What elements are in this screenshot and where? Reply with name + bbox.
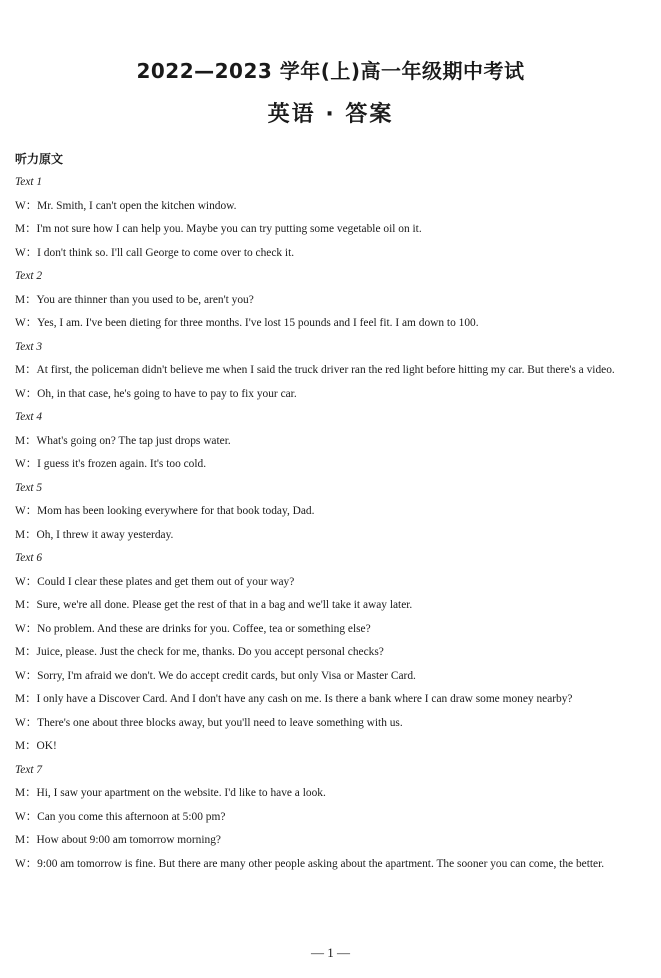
dialogue-text: 9:00 am tomorrow is fine. But there are many other people asking about the apartment. The sooner you can come, the better. (37, 857, 605, 870)
dialogue-text: OK! (36, 740, 57, 752)
page-number: — 1 — (311, 945, 350, 960)
transcript-body (15, 171, 649, 876)
dialogue-line (15, 289, 649, 313)
dialogue-text: Could I clear these plates and get them out of your way? (37, 575, 295, 588)
speaker-label: M： (15, 834, 37, 846)
dialogue-text: Hi, I saw your apartment on the website. I'd like to have a look. (36, 787, 326, 799)
speaker-label: M： (15, 599, 37, 611)
speaker-label: M： (15, 434, 37, 447)
text-label: Text 2 (15, 270, 43, 282)
speaker-label: W： (15, 505, 38, 517)
speaker-label: W： (15, 810, 38, 823)
document-subtitle: 英语 · 答案 (267, 102, 394, 127)
dialogue-text: Can you come this afternoon at 5:00 pm? (37, 810, 226, 823)
speaker-label: W： (15, 246, 38, 259)
dialogue-line (15, 453, 649, 477)
speaker-label: W： (15, 669, 38, 682)
text-label: Text 5 (15, 481, 43, 494)
speaker-label: W： (15, 199, 38, 212)
speaker-label: M： (15, 223, 37, 235)
dialogue-text: What's going on? The tap just drops water. (36, 434, 231, 447)
dialogue-line (15, 242, 649, 266)
dialogue-line (15, 500, 649, 524)
speaker-label: W： (15, 387, 38, 400)
speaker-label: M： (15, 528, 37, 541)
dialogue-text: Oh, in that case, he's going to have to pay to fix your car. (37, 387, 297, 400)
speaker-label: W： (15, 575, 38, 588)
dialogue-text: Mom has been looking everywhere for that book today, Dad. (37, 505, 315, 517)
speaker-label: W： (15, 622, 38, 635)
speaker-label: W： (15, 857, 38, 870)
dialogue-line (15, 618, 649, 642)
dialogue-text: Yes, I am. I've been dieting for three months. I've lost 15 pounds and I feel fit. I am down to 100. (37, 317, 479, 329)
dialogue-line (15, 853, 649, 877)
section-heading: 听力原文 (15, 152, 64, 166)
dialogue-line (15, 571, 649, 595)
dialogue-line (15, 665, 649, 689)
speaker-label: M： (15, 787, 37, 799)
dialogue-line (15, 359, 649, 383)
dialogue-text: No problem. And these are drinks for you. Coffee, tea or something else? (37, 622, 371, 635)
dialogue-line (15, 430, 649, 454)
dialogue-line (15, 735, 649, 759)
dialogue-text: You are thinner than you used to be, aren't you? (36, 293, 254, 306)
dialogue-line (15, 594, 649, 618)
dialogue-text: At first, the policeman didn't believe me when I said the truck driver ran the red light before hitting my car. But there's a video. (36, 364, 615, 376)
speaker-label: M： (15, 364, 37, 376)
dialogue-text: I guess it's frozen again. It's too cold. (37, 458, 207, 470)
dialogue-text: Oh, I threw it away yesterday. (36, 528, 174, 541)
document-title: 2022—2023 学年(上)高一年级期中考试 (136, 59, 525, 83)
dialogue-line (15, 383, 649, 407)
speaker-label: W： (15, 458, 38, 470)
dialogue-line (15, 829, 649, 853)
speaker-label: W： (15, 716, 38, 729)
text-label: Text 7 (15, 763, 43, 776)
dialogue-text: Mr. Smith, I can't open the kitchen window. (37, 199, 237, 212)
dialogue-text: There's one about three blocks away, but you'll need to leave something with us. (37, 716, 403, 729)
dialogue-line (15, 218, 649, 242)
text-label: Text 4 (15, 411, 43, 423)
dialogue-line (15, 312, 649, 336)
dialogue-text: I don't think so. I'll call George to come over to check it. (37, 246, 295, 259)
dialogue-line (15, 712, 649, 736)
dialogue-text: I only have a Discover Card. And I don't have any cash on me. Is there a bank where I can draw some money nearby? (36, 693, 573, 705)
dialogue-text: Sure, we're all done. Please get the rest of that in a bag and we'll take it away later. (36, 599, 413, 611)
dialogue-line (15, 688, 649, 712)
speaker-label: M： (15, 740, 37, 752)
speaker-label: M： (15, 293, 37, 306)
dialogue-line (15, 806, 649, 830)
dialogue-text: Juice, please. Just the check for me, thanks. Do you accept personal checks? (36, 646, 384, 658)
dialogue-line (15, 641, 649, 665)
dialogue-text: Sorry, I'm afraid we don't. We do accept credit cards, but only Visa or Master Card. (37, 669, 416, 682)
speaker-label: W： (15, 317, 38, 329)
text-label: Text 1 (15, 176, 43, 188)
text-label: Text 3 (15, 340, 43, 353)
dialogue-line (15, 782, 649, 806)
text-label: Text 6 (15, 552, 43, 564)
dialogue-line (15, 524, 649, 548)
dialogue-text: I'm not sure how I can help you. Maybe you can try putting some vegetable oil on it. (36, 223, 422, 235)
dialogue-line (15, 195, 649, 219)
speaker-label: M： (15, 646, 37, 658)
speaker-label: M： (15, 693, 37, 705)
dialogue-text: How about 9:00 am tomorrow morning? (36, 834, 221, 846)
